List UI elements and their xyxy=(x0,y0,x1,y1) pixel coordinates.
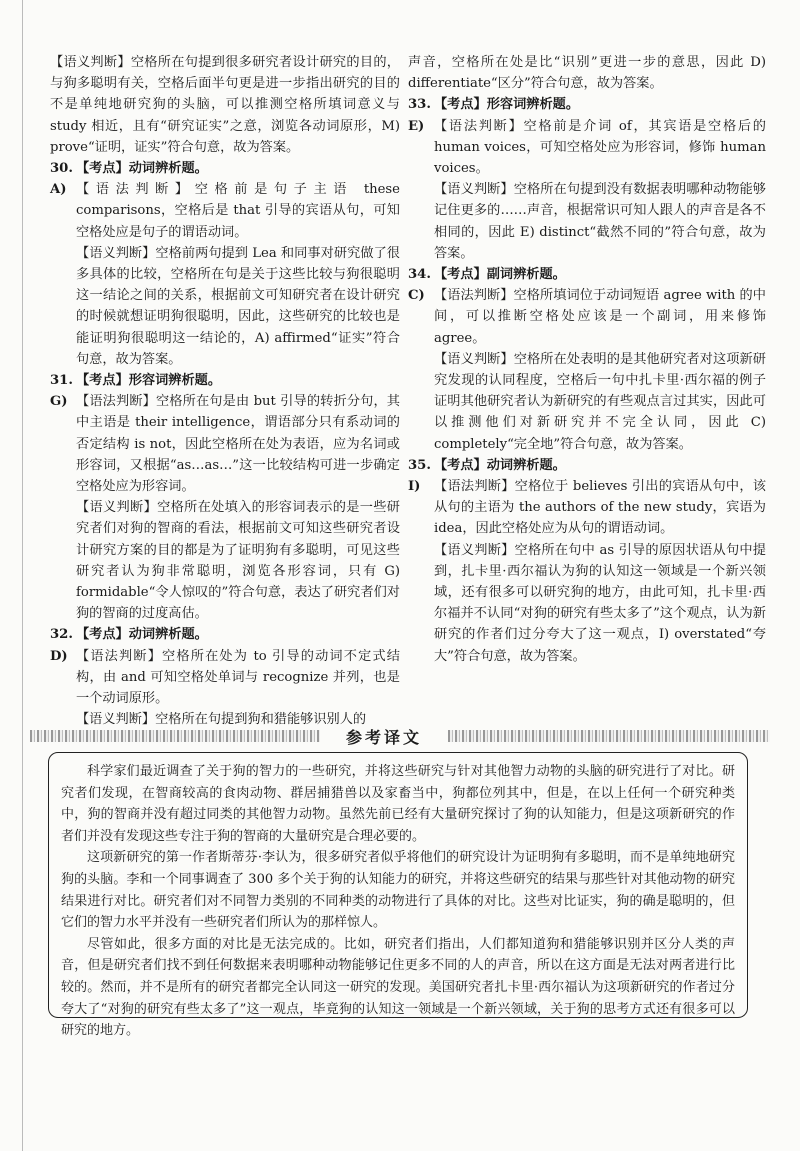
question-number: 35. xyxy=(408,457,431,473)
option-letter: E) xyxy=(408,118,425,134)
option-explanation xyxy=(50,391,400,497)
explanation-paragraph: 【语义判断】空格所在处表明的是其他研究者对这项新研究发现的认同程度，空格后一句中扎卡里·西尔福的例子证明其他研究者认为新研究的有些观点言过其实，因此可以推测他们对新研究并不完全认同，因此 C) completely“完全地”符合句意，故为答案。 xyxy=(434,351,766,452)
option-explanation xyxy=(408,116,766,180)
question-topic: 【考点】动词辨析题。 xyxy=(434,457,566,473)
question-heading xyxy=(50,624,400,645)
explanation-paragraph: 【语义判断】空格所在句提到狗和猎能够识别人的 xyxy=(76,712,367,728)
right-column xyxy=(408,52,766,667)
option-explanation xyxy=(408,476,766,540)
option-letter: G) xyxy=(50,394,68,410)
left-column xyxy=(50,52,400,731)
question-heading xyxy=(50,370,400,391)
divider-pattern-right xyxy=(448,730,770,742)
explanation-paragraph: 【语义判断】空格前两句提到 Lea 和同事对研究做了很多具体的比较，空格所在句是关于这些比较与狗很聪明这一结论之间的关系，根据前文可知研究者在设计研究的时候就想证明狗很聪明，因此，这些研究的比较也是能证明狗很聪明这一结论的，A) affirmed“证实”符合句意，故为答案。 xyxy=(76,245,400,367)
divider-pattern-left xyxy=(30,730,320,742)
option-text: 【语法判断】空格所填词位于动词短语 agree with 的中间，可以推断空格处应该是一个副词，用来修饰 agree。 xyxy=(434,288,766,346)
question-topic: 【考点】形容词辨析题。 xyxy=(76,373,222,389)
question-heading xyxy=(408,264,766,285)
question-number: 31. xyxy=(50,373,73,389)
option-text: 【语法判断】空格前是句子主语 these comparisons，空格后是 that 引导的宾语从句，可知空格处应是句子的谓语动词。 xyxy=(76,182,400,240)
option-text: 【语法判断】空格位于 believes 引出的宾语从句中，该从句的主语为 the authors of the new study，宾语为 idea，因此空格处应为从句的谓语动词。 xyxy=(434,479,766,537)
section-divider xyxy=(30,723,770,749)
option-explanation xyxy=(408,285,766,349)
question-topic: 【考点】形容词辨析题。 xyxy=(434,97,580,113)
question-topic: 【考点】动词辨析题。 xyxy=(76,161,208,177)
translation-box xyxy=(48,752,748,1039)
explanation-paragraph: 【语义判断】空格所在句提到没有数据表明哪种动物能够记住更多的……声音，根据常识可知人跟人的声音是各不相同的，因此 E) distinct“截然不同的”符合句意，故为答案。 xyxy=(434,182,766,261)
question-number: 34. xyxy=(408,267,431,283)
option-letter: A) xyxy=(50,182,67,198)
question-topic: 【考点】副词辨析题。 xyxy=(434,267,566,283)
question-number: 32. xyxy=(50,627,73,643)
translation-paragraph-1: 科学家们最近调查了关于狗的智力的一些研究，并将这些研究与针对其他智力动物的头脑的研究进行了对比。研究者们发现，在智商较高的食肉动物、群居捕猎兽以及家畜当中，狗都位列其中，但是，在以上任何一个研究种类中，狗的智商并没有超过同类的其他智力动物。虽然先前已经有大量研究探讨了狗的认知能力，但是这项新研究的作者们并没有发现这些专注于狗的智商的大量研究是合理必要的。 xyxy=(61,764,735,844)
question-heading xyxy=(50,158,400,179)
option-letter: I) xyxy=(408,479,421,495)
option-text: 【语法判断】空格所在处为 to 引导的动词不定式结构，由 and 可知空格处单词与 recognize 并列，也是一个动词原形。 xyxy=(76,648,400,707)
option-text: 【语法判断】空格所在句是由 but 引导的转折分句，其中主语是 their intelligence，谓语部分只有系动词的否定结构 is not，因此空格所在处为表语，应为名词或形容词，又根据“as…as…”这一比较结构可进一步确定空格处应为形容词。 xyxy=(76,394,400,495)
question-topic: 【考点】动词辨析题。 xyxy=(76,627,208,643)
option-explanation xyxy=(50,646,400,710)
translation-title: 参考译文 xyxy=(345,728,422,747)
translation-paragraph-3: 尽管如此，很多方面的对比是无法完成的。比如，研究者们指出，人们都知道狗和猎能够识别并区分人类的声音，但是研究者们找不到任何数据来表明哪种动物能够记住更多不同的人的声音，所以在这方面是无法对两者进行比较的。然而，并不是所有的研究者都完全认同这一研究的发现。美国研究者扎卡里·西尔福认为这项新研究的作者过分夸大了“对狗的研究有些太多了”这一观点，毕竟狗的认知这一领域是一个新兴领域，关于狗的思考方式还有很多可以研究的地方。 xyxy=(61,936,735,1039)
explanation-paragraph: 【语义判断】空格所在句提到很多研究者设计研究的目的，与狗多聪明有关，空格后面半句更是进一步指出研究的目的不是单纯地研究狗的头脑，可以推测空格所填词意义与 study 相近，且有“研究证实”之意，浏览各动词原形，M) prove“证明，证实”符合句意，故为答案。 xyxy=(50,55,400,155)
question-heading xyxy=(408,94,766,115)
binding-margin-line xyxy=(22,0,23,1151)
translation-paragraph-2: 这项新研究的第一作者斯蒂芬·李认为，很多研究者似乎将他们的研究设计为证明狗有多聪明，而不是单纯地研究狗的头脑。李和一个同事调查了 300 多个关于狗的认知能力的研究，并将这些研究的结果与那些针对其他动物的研究结果进行对比。研究者们对不同智力类别的不同种类的动物进行了具体的对比。这些对比证实，狗的确是聪明的，但它们的智力水平并没有一些研究者们所认为的那样惊人。 xyxy=(61,850,735,931)
explanation-paragraph: 【语义判断】空格所在处填入的形容词表示的是一些研究者们对狗的智商的看法，根据前文可知这些研究者设计研究方案的目的都是为了证明狗有多聪明，可见这些研究者认为狗非常聪明，浏览各形容词，只有 G) formidable“令人惊叹的”符合句意，表达了研究者们对狗的智商的过度高估。 xyxy=(76,500,400,622)
explanation-paragraph: 声音，空格所在处是比“识别”更进一步的意思，因此 D) differentiate“区分”符合句意，故为答案。 xyxy=(408,55,766,92)
question-heading xyxy=(408,455,766,476)
explanation-paragraph: 【语义判断】空格所在句中 as 引导的原因状语从句中提到，扎卡里·西尔福认为狗的认知这一领域是一个新兴领域，还有很多可以研究狗的地方，由此可知，扎卡里·西尔福并不认同“对狗的研究有些太多了”这个观点，认为新研究的作者们过分夸大了这一观点，I) overstated“夸大”符合句意，故为答案。 xyxy=(434,542,766,664)
option-explanation xyxy=(50,179,400,243)
option-text: 【语法判断】空格前是介词 of，其宾语是空格后的 human voices，可知空格处应为形容词，修饰 human voices。 xyxy=(434,118,766,177)
option-letter: C) xyxy=(408,288,425,304)
option-letter: D) xyxy=(50,648,68,664)
question-number: 30. xyxy=(50,161,73,177)
question-number: 33. xyxy=(408,97,431,113)
